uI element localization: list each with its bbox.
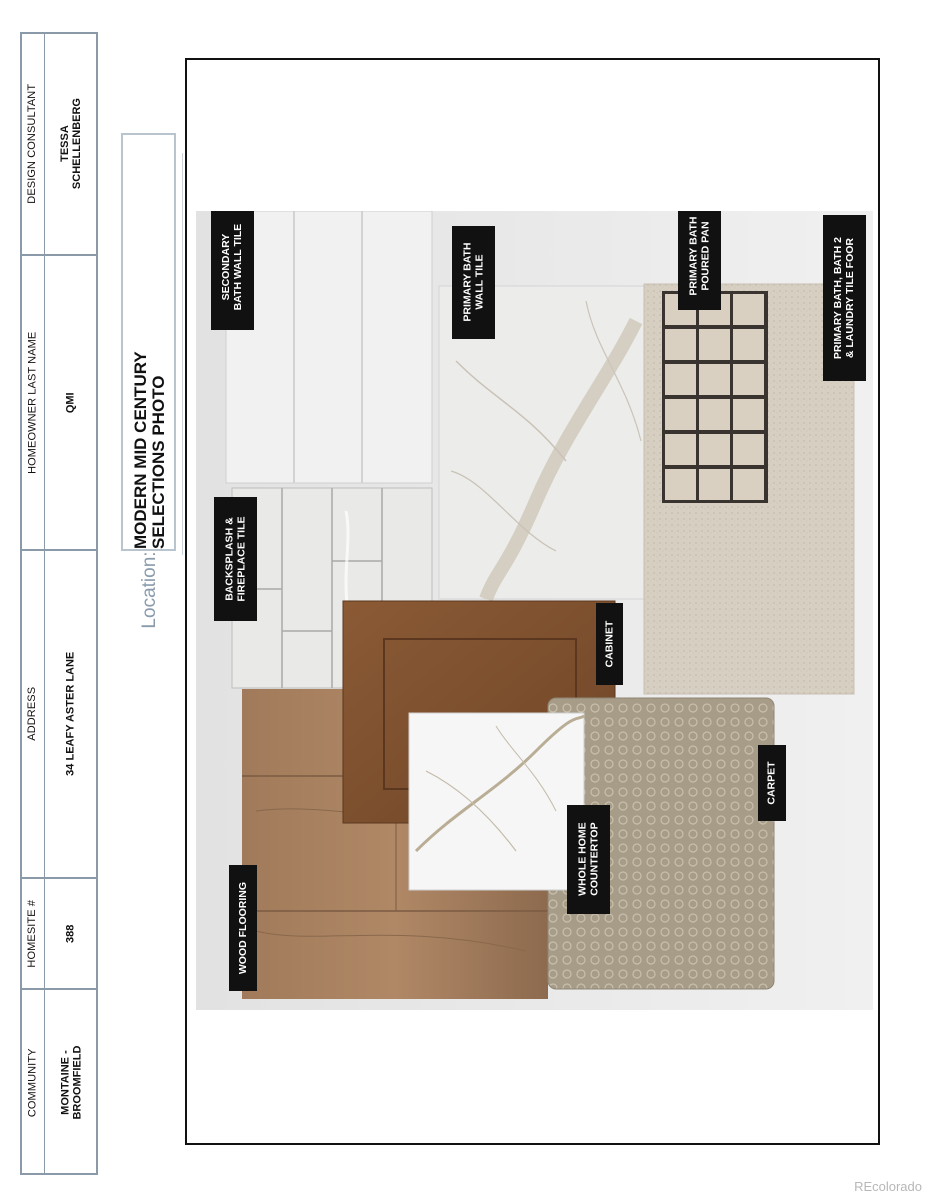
location-title: MODERN MID CENTURY SELECTIONS PHOTO bbox=[131, 351, 168, 549]
location-title-box bbox=[121, 133, 176, 551]
design-consultant-header: DESIGN CONSULTANT bbox=[26, 84, 39, 204]
community-header: COMMUNITY bbox=[26, 1048, 39, 1117]
label-cabinet: CABINET bbox=[596, 603, 623, 685]
homesite-value: 388 bbox=[64, 924, 77, 943]
location-label: Location: bbox=[139, 551, 160, 629]
homeowner-value: QMI bbox=[64, 392, 77, 413]
selections-photo bbox=[196, 211, 873, 1010]
design-consultant-value: TESSA SCHELLENBERG bbox=[58, 98, 83, 190]
label-secondary-bath-wall-tile: SECONDARY BATH WALL TILE bbox=[211, 211, 254, 330]
address-header: ADDRESS bbox=[26, 687, 39, 741]
secondary-bath-wall-tile-sample bbox=[226, 211, 432, 483]
label-primary-bath-wall-tile: PRIMARY BATH WALL TILE bbox=[452, 226, 495, 339]
label-countertop: WHOLE HOME COUNTERTOP bbox=[567, 805, 610, 914]
photo-frame bbox=[185, 58, 880, 1145]
homesite-header: HOMESITE # bbox=[26, 899, 39, 968]
address-value: 34 LEAFY ASTER LANE bbox=[64, 651, 77, 777]
watermark: REcolorado bbox=[854, 1179, 922, 1194]
label-carpet: CARPET bbox=[758, 745, 786, 821]
info-table bbox=[20, 32, 98, 1175]
label-wood-flooring: WOOD FLOORING bbox=[229, 865, 257, 991]
label-backsplash-fireplace-tile: BACKSPLASH & FIREPLACE TILE bbox=[214, 497, 257, 621]
countertop-sample bbox=[409, 713, 584, 890]
primary-bath-poured-pan-sample bbox=[662, 291, 768, 503]
label-primary-bath-poured-pan: PRIMARY BATH POURED PAN bbox=[678, 211, 721, 310]
community-value: MONTAINE - BROOMFIELD bbox=[58, 1045, 83, 1120]
label-primary-bath-floor-tile: PRIMARY BATH, BATH 2 & LAUNDRY TILE FOOR bbox=[823, 215, 866, 381]
homeowner-header: HOMEOWNER LAST NAME bbox=[26, 331, 39, 474]
